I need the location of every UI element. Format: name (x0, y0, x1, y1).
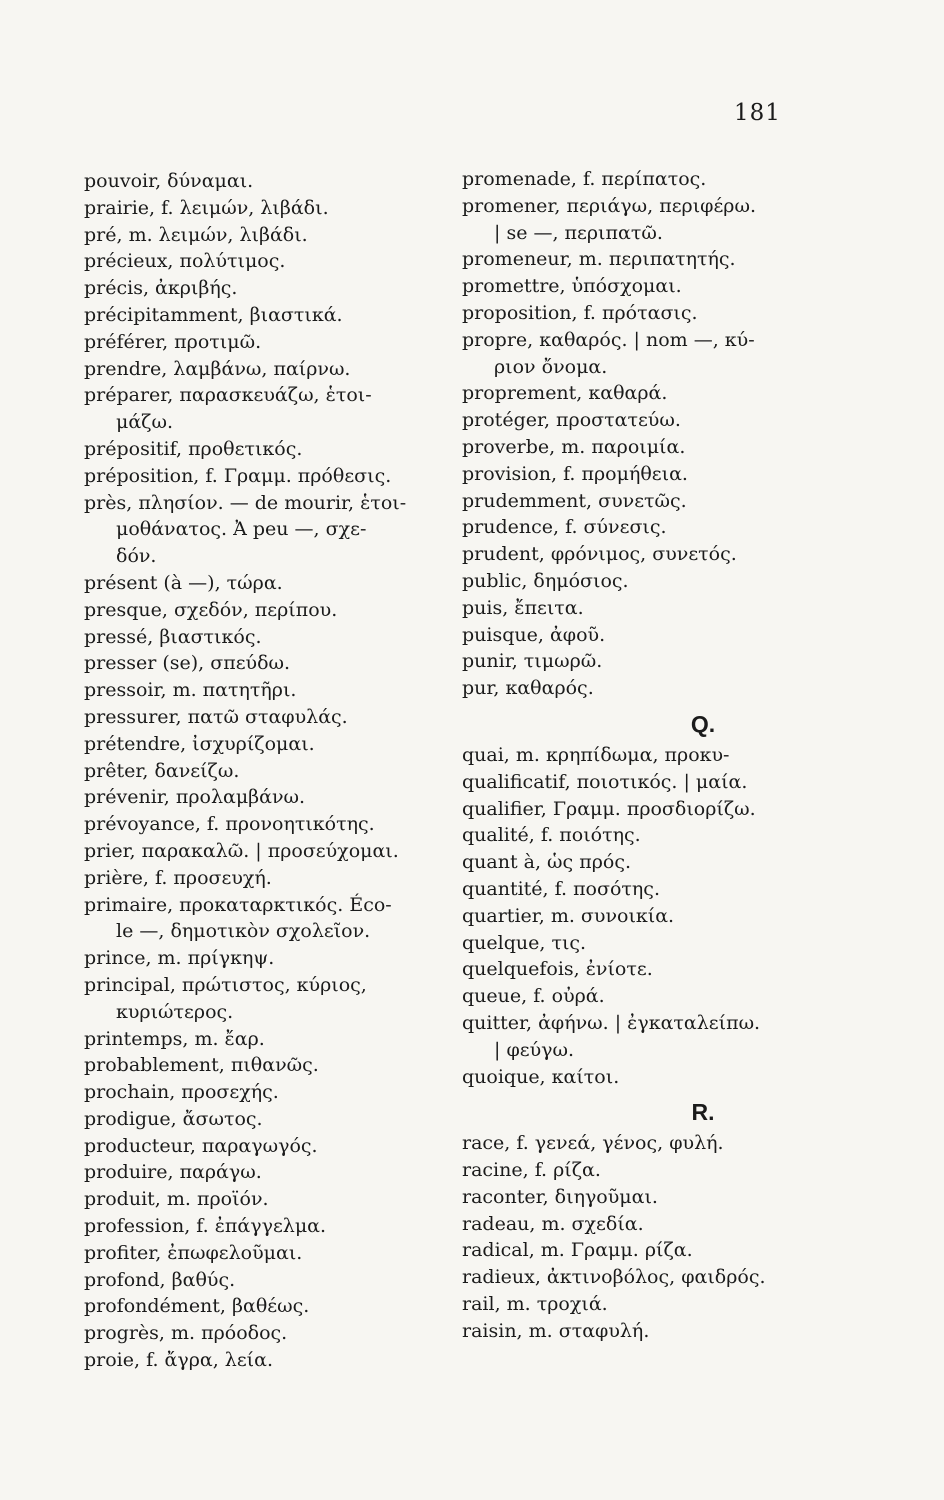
dictionary-entry: radeau, m. σχεδία. (462, 1212, 644, 1235)
dictionary-entry: profession, f. ἐπάγγελμα. (84, 1215, 327, 1238)
dictionary-entry: pressé, βιαστικός. (84, 625, 262, 648)
dictionary-entry: promener, περιάγω, περιφέρω. (462, 194, 757, 217)
dictionary-entry: proprement, καθαρά. (462, 382, 668, 405)
dictionary-entry-continuation: | se —, περιπατῶ. (494, 221, 663, 244)
dictionary-entry-continuation: | φεύγω. (494, 1038, 575, 1061)
dictionary-entry: produire, παράγω. (84, 1161, 262, 1184)
dictionary-entry: prudence, f. σύνεσις. (462, 516, 667, 539)
dictionary-entry: promettre, ὑπόσχομαι. (462, 275, 682, 298)
dictionary-entry: producteur, παραγωγός. (84, 1134, 318, 1157)
dictionary-entry: raisin, m. σταφυλή. (462, 1319, 650, 1342)
dictionary-entry: principal, πρώτιστος, κύριος, (84, 973, 367, 996)
dictionary-entry: pré, m. λειμών, λιβάδι. (84, 223, 308, 246)
dictionary-entry: presser (se), σπεύδω. (84, 652, 291, 675)
section-letter-heading: Q. (690, 710, 716, 737)
dictionary-entry: promeneur, m. περιπατητής. (462, 248, 736, 271)
dictionary-entry: quelquefois, ἐνίοτε. (462, 958, 653, 981)
dictionary-entry: prochain, προσεχής. (84, 1081, 279, 1104)
dictionary-entry: puisque, ἀφοῦ. (462, 623, 606, 646)
dictionary-entry: proverbe, m. παροιμία. (462, 435, 686, 458)
dictionary-entry: profond, βαθύς. (84, 1268, 236, 1291)
dictionary-entry: public, δημόσιος. (462, 569, 629, 592)
dictionary-entry: près, πλησίον. — de mourir, ἑτοι- (84, 491, 407, 514)
dictionary-entry: précipitamment, βιαστικά. (84, 303, 343, 326)
dictionary-entry: prudemment, συνετῶς. (462, 489, 687, 512)
dictionary-entry: presque, σχεδόν, περίπου. (84, 598, 338, 621)
right-column (462, 166, 834, 1345)
dictionary-entry: prendre, λαμβάνω, παίρνω. (84, 357, 351, 380)
dictionary-entry: prière, f. προσευχή. (84, 866, 272, 889)
dictionary-entry: progrès, m. πρόοδος. (84, 1322, 288, 1345)
dictionary-entry: raconter, διηγοῦμαι. (462, 1185, 658, 1208)
dictionary-entry: préférer, προτιμῶ. (84, 330, 262, 353)
left-column (84, 168, 456, 1374)
dictionary-entry: pressurer, πατῶ σταφυλάς. (84, 705, 348, 728)
dictionary-entry: prétendre, ἰσχυρίζομαι. (84, 732, 315, 755)
dictionary-entry: punir, τιμωρῶ. (462, 650, 603, 673)
dictionary-entry: primaire, προκαταρκτικός. Éco- (84, 893, 392, 916)
dictionary-entry: prince, m. πρίγκηψ. (84, 947, 275, 970)
dictionary-entry-continuation: le —, δημοτικὸν σχολεῖον. (116, 920, 371, 943)
dictionary-entry: qualité, f. ποιότης. (462, 824, 641, 847)
dictionary-entry: précieux, πολύτιμος. (84, 250, 286, 273)
dictionary-entry: quoique, καίτοι. (462, 1065, 620, 1088)
dictionary-entry: profiter, ἐπωφελοῦμαι. (84, 1241, 303, 1264)
dictionary-entry: radieux, ἀκτινοβόλος, φαιδρός. (462, 1266, 766, 1289)
dictionary-entry: propre, καθαρός. | nom —, κύ- (462, 328, 755, 351)
dictionary-entry: protéger, προστατεύω. (462, 409, 681, 432)
dictionary-entry: pressoir, m. πατητῆρι. (84, 679, 297, 702)
dictionary-entry: quitter, ἀφήνω. | ἐγκαταλείπω. (462, 1011, 761, 1034)
dictionary-entry: prier, παρακαλῶ. | προσεύχομαι. (84, 839, 399, 862)
dictionary-entry: proposition, f. πρότασις. (462, 301, 698, 324)
dictionary-entry: présent (à —), τώρα. (84, 571, 283, 594)
dictionary-entry: quant à, ὡς πρός. (462, 851, 631, 874)
dictionary-entry: pouvoir, δύναμαι. (84, 170, 254, 192)
dictionary-entry: profondément, βαθέως. (84, 1295, 310, 1318)
dictionary-entry: quai, m. κρηπίδωμα, προκυ- (462, 743, 730, 766)
dictionary-entry: promenade, f. περίπατος. (462, 168, 707, 190)
dictionary-entry-continuation: μάζω. (116, 411, 174, 434)
dictionary-entry: puis, ἔπειτα. (462, 596, 584, 619)
dictionary-entry: produit, m. προϊόν. (84, 1188, 269, 1211)
dictionary-entry: prévoyance, f. προνοητικότης. (84, 813, 375, 836)
dictionary-entry: queue, f. οὐρά. (462, 985, 605, 1008)
dictionary-entry: prévenir, προλαμβάνω. (84, 786, 306, 809)
page-number: 181 (734, 100, 781, 126)
dictionary-entry-continuation: κυριώτερος. (116, 1000, 234, 1023)
dictionary-entry: printemps, m. ἔαρ. (84, 1027, 265, 1050)
dictionary-entry-continuation: ριον ὄνομα. (494, 355, 608, 378)
dictionary-entry: qualifier, Γραμμ. προσδιορίζω. (462, 797, 756, 820)
dictionary-entry-continuation: μοθάνατος. Ἀ peu —, σχε- (116, 518, 367, 541)
dictionary-entry: probablement, πιθανῶς. (84, 1054, 319, 1077)
dictionary-entry: rail, m. τροχιά. (462, 1293, 608, 1316)
dictionary-entry: préposition, f. Γραμμ. πρόθεσις. (84, 464, 392, 487)
dictionary-entry: quartier, m. συνοικία. (462, 904, 675, 927)
dictionary-entry: quantité, f. ποσότης. (462, 877, 660, 900)
dictionary-entry-continuation: δόν. (116, 545, 157, 568)
dictionary-entry: quelque, τις. (462, 931, 587, 954)
dictionary-entry: racine, f. ρίζα. (462, 1159, 601, 1182)
dictionary-entry: pur, καθαρός. (462, 677, 594, 700)
dictionary-entry: provision, f. προμήθεια. (462, 462, 688, 485)
dictionary-entry: radical, m. Γραμμ. ρίζα. (462, 1239, 693, 1262)
dictionary-entry: prêter, δανείζω. (84, 759, 240, 782)
section-letter-heading: R. (691, 1099, 715, 1126)
dictionary-entry: préparer, παρασκευάζω, ἑτοι- (84, 384, 372, 407)
dictionary-entry: précis, ἀκριβής. (84, 277, 238, 300)
dictionary-entry: prairie, f. λειμών, λιβάδι. (84, 196, 329, 219)
dictionary-entry: prépositif, προθετικός. (84, 437, 303, 460)
dictionary-entry: race, f. γενεά, γένος, φυλή. (462, 1132, 724, 1155)
dictionary-entry: proie, f. ἄγρα, λεία. (84, 1349, 273, 1372)
dictionary-entry: qualificatif, ποιοτικός. | μαία. (462, 770, 748, 793)
dictionary-entry: prudent, φρόνιμος, συνετός. (462, 543, 737, 566)
dictionary-entry: prodigue, ἄσωτος. (84, 1107, 263, 1130)
